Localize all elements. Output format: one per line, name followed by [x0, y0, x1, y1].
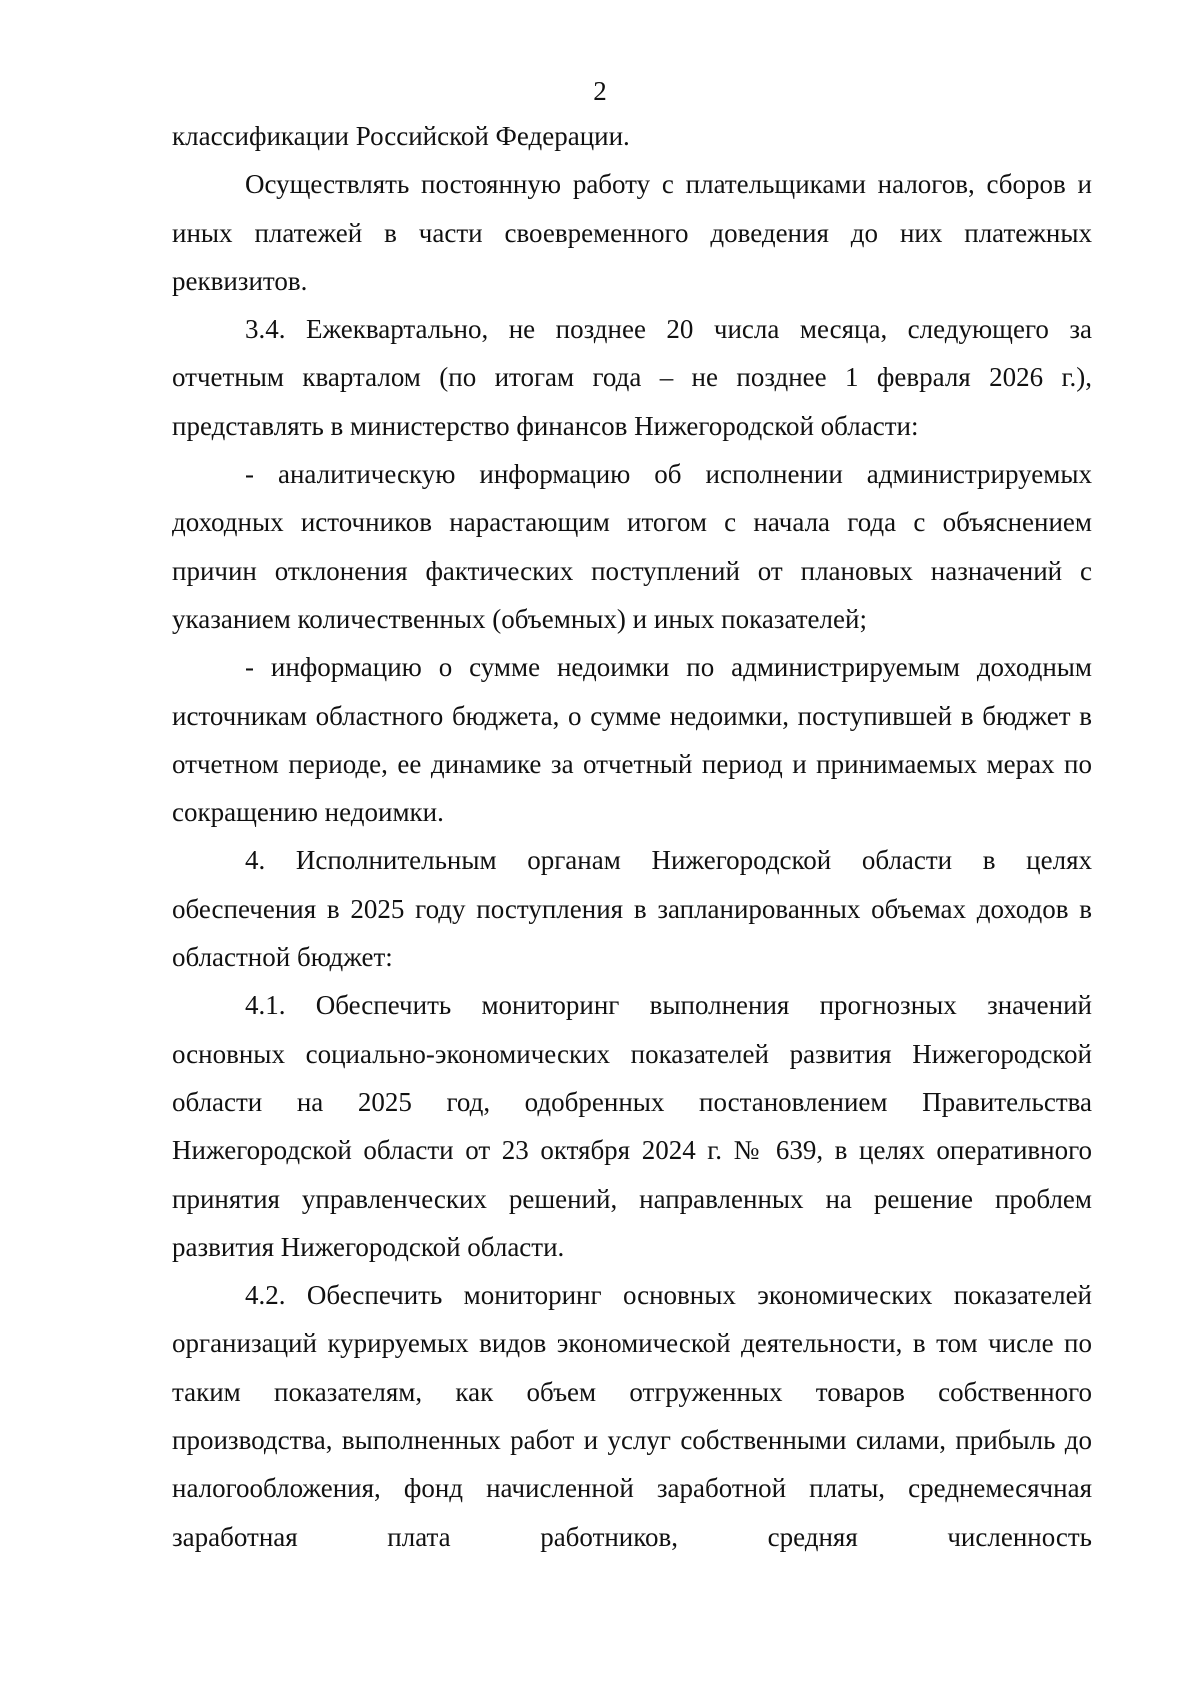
paragraph-4: 4. Исполнительным органам Нижегородской области в целях обеспечения в 2025 году поступления в запланированных объемах доходов в областной бюджет:: [172, 845, 1092, 973]
page-number: 2: [593, 76, 607, 106]
paragraph-continuation: классификации Российской Федерации.: [172, 121, 630, 151]
paragraph-payers-work: Осуществлять постоянную работу с плательщиками налогов, сборов и иных платежей в части своевременного доведения до них платежных реквизитов.: [172, 169, 1092, 296]
paragraph-arrears-info: - информацию о сумме недоимки по администрируемым доходным источникам областного бюджета, о сумме недоимки, поступившей в бюджет в отчетном периоде, ее динамике за отчетный период и принимаемых мерах по сокращению недоимки.: [172, 652, 1092, 828]
document-body: [172, 112, 1092, 1561]
paragraph-4-1: 4.1. Обеспечить мониторинг выполнения прогнозных значений основных социально-экономических показателей развития Нижегородской области на 2025 год, одобренных постановлением Правительства Нижегородской области от 23 октября 2024 г. № 639, в целях оперативного принятия управленческих решений, направленных на решение проблем развития Нижегородской области.: [172, 990, 1092, 1262]
paragraph-3-4: 3.4. Ежеквартально, не позднее 20 числа месяца, следующего за отчетным кварталом (по итогам года – не позднее 1 февраля 2026 г.), представлять в министерство финансов Нижегородской области:: [172, 314, 1092, 441]
paragraph-analytical-info: - аналитическую информацию об исполнении администрируемых доходных источников нарастающим итогом с начала года с объяснением причин отклонения фактических поступлений от плановых назначений с указанием количественных (объемных) и иных показателей;: [172, 459, 1092, 634]
paragraph-4-2: 4.2. Обеспечить мониторинг основных экономических показателей организаций курируемых видов экономической деятельности, в том числе по таким показателям, как объем отгруженных товаров собственного производства, выполненных работ и услуг собственными силами, прибыль до налогообложения, фонд начисленной заработной платы, среднемесячная заработная плата работников, средняя численность: [172, 1280, 1092, 1552]
